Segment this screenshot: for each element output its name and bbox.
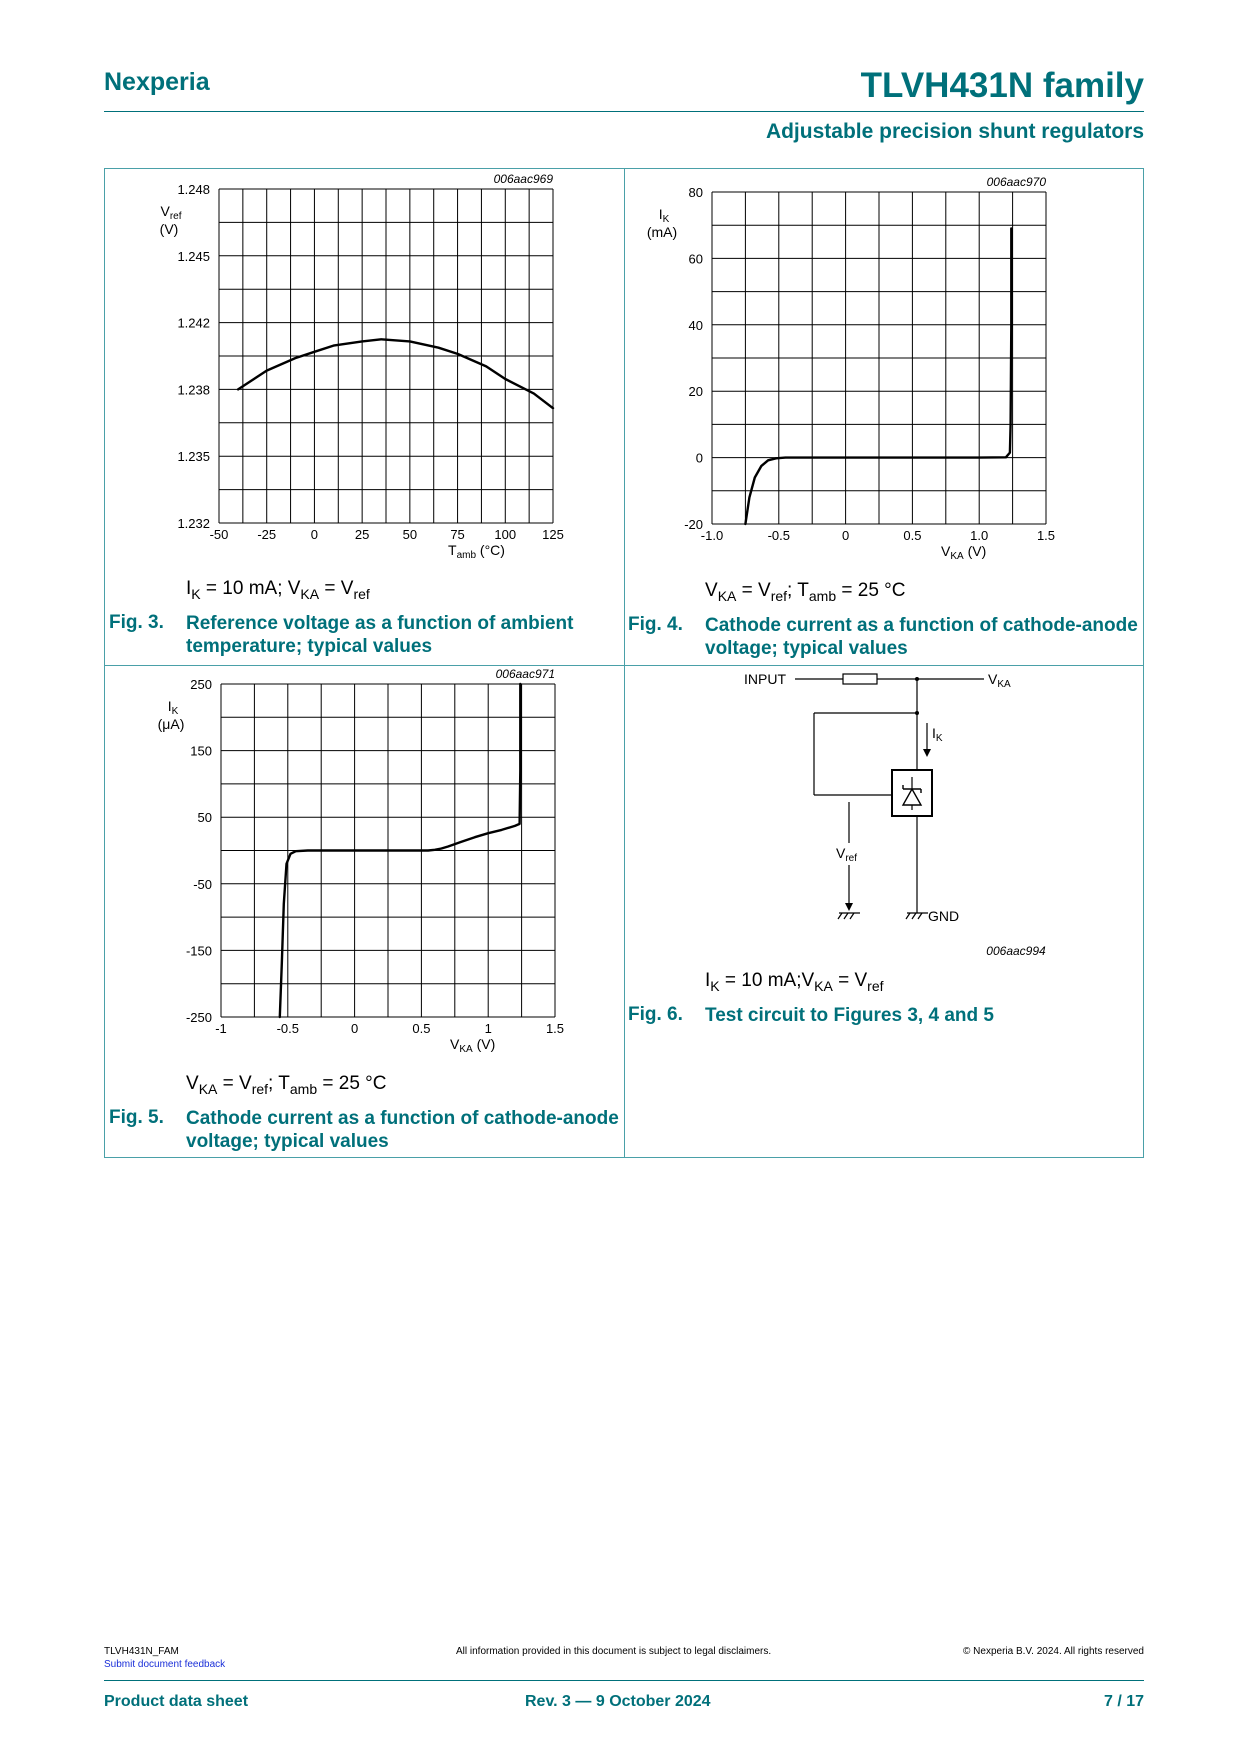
fig5-y-tick-label: -250 — [185, 1010, 212, 1025]
fig4-x-tick-label: 1.0 — [970, 528, 989, 543]
fig5-x-tick-label: 0 — [350, 1021, 359, 1036]
fig4-chart — [624, 168, 1144, 578]
fig5-code: 006aac971 — [495, 667, 555, 681]
fig6-caption: Test circuit to Figures 3, 4 and 5 — [705, 1005, 994, 1026]
footer-divider — [104, 1680, 1144, 1681]
fig3-y-tick-label: 1.242 — [177, 315, 210, 331]
fig3-x-tick-label: 25 — [354, 527, 370, 542]
footer-legal: All information provided in this document is subject to legal disclaimers. — [456, 1646, 772, 1657]
fig3-x-axis-label: $T_{amb}$ (°C) — [448, 542, 505, 561]
footer-doc-type: Product data sheet — [104, 1693, 249, 1710]
fig3-x-tick-label: 0 — [310, 527, 319, 542]
fig3-x-tick-label: 50 — [402, 527, 418, 542]
circuit-gnd-label: GND — [928, 908, 960, 924]
fig3-x-tick-label: -50 — [209, 527, 229, 542]
fig4-y-tick-label: -20 — [684, 517, 703, 532]
fig5-y-tick-label: -150 — [185, 943, 212, 959]
header-divider — [104, 111, 1144, 112]
fig4-x-tick-label: 0.5 — [903, 528, 922, 543]
fig3-x-tick-label: 125 — [542, 527, 564, 542]
fig4-y-axis-unit: (mA) — [646, 224, 678, 240]
circuit-input-label: INPUT — [744, 671, 786, 687]
fig3-code: 006aac969 — [493, 172, 553, 186]
fig4-x-tick-label: -0.5 — [767, 528, 791, 543]
fig3-x-tick-label: 75 — [450, 527, 465, 542]
fig3-x-tick-label: 100 — [494, 527, 517, 542]
document-subtitle: Adjustable precision shunt regulators — [765, 120, 1144, 143]
footer-copyright: © Nexperia B.V. 2024. All rights reserved — [963, 1646, 1144, 1657]
fig4-number: Fig. 4. — [628, 614, 683, 635]
fig4-x-tick-label: -1.0 — [700, 528, 724, 543]
footer-doc-id: TLVH431N_FAM — [104, 1646, 179, 1657]
fig5-y-tick-label: 250 — [190, 677, 212, 692]
fig3-grid — [219, 189, 553, 523]
fig4-x-axis-label: $V_{KA}$ (V) — [941, 543, 987, 562]
fig4-y-tick-label: 60 — [688, 251, 703, 267]
fig3-chart — [104, 168, 624, 578]
fig5-x-tick-label: -0.5 — [276, 1021, 300, 1036]
footer-page-number: 7 / 17 — [1103, 1693, 1144, 1710]
fig4-y-axis-label: $I_K$ — [658, 206, 670, 225]
fig4-y-tick-label: 0 — [695, 450, 703, 466]
fig6-code: 006aac994 — [986, 944, 1046, 958]
fig5-x-axis-label: $V_{KA}$ (V) — [450, 1036, 496, 1055]
fig3-caption: Reference voltage as a function of ambient temperature; typical values — [186, 613, 574, 657]
svg-text:VKA: $V_{KA}$ — [988, 671, 1011, 690]
fig3-y-tick-label: 1.238 — [177, 382, 210, 398]
fig4-y-tick-label: 20 — [688, 384, 703, 400]
fig4-y-tick-label: 80 — [688, 185, 703, 200]
fig4-y-tick-label: 40 — [688, 317, 703, 333]
fig3-condition: $I_K = 10$ mA; $V_{KA} = V_{ref}$ — [186, 578, 370, 602]
fig3-y-tick-label: 1.232 — [177, 516, 210, 531]
fig4-grid — [712, 192, 1046, 524]
fig5-chart — [104, 665, 624, 1075]
fig5-y-tick-label: 150 — [190, 743, 212, 759]
fig5-y-tick-label: -50 — [193, 876, 212, 892]
footer-revision: Rev. 3 — 9 October 2024 — [525, 1693, 711, 1710]
fig4-x-tick-label: 0 — [841, 528, 850, 543]
fig5-caption: Cathode current as a function of cathode-anode voltage; typical values — [186, 1108, 619, 1152]
fig5-y-axis-label: $I_K$ — [167, 698, 179, 717]
fig3-y-tick-label: 1.245 — [177, 248, 210, 264]
fig3-y-tick-label: 1.248 — [177, 182, 210, 197]
fig6-test-circuit — [624, 665, 1144, 965]
fig5-condition: $V_{KA} = V_{ref}$; $T_{amb} = 25$ °C — [186, 1073, 387, 1097]
fig5-x-tick-label: 1.5 — [545, 1021, 565, 1036]
fig6-condition: $I_K = 10$ $mA;V_{KA} = V_{ref}$ — [705, 970, 884, 994]
fig4-caption: Cathode current as a function of cathode-anode voltage; typical values — [705, 615, 1138, 659]
fig5-x-tick-label: -1 — [215, 1021, 227, 1036]
fig5-x-tick-label: 0.5 — [412, 1021, 431, 1036]
fig4-condition: $V_{KA} = V_{ref}$; $T_{amb} = 25$ °C — [705, 580, 906, 604]
fig4-x-tick-label: 1.5 — [1036, 528, 1056, 543]
svg-text:Vref: $V_{ref}$ — [836, 845, 858, 864]
document-title: TLVH431N family — [860, 66, 1144, 105]
fig5-y-tick-label: 50 — [197, 810, 212, 826]
fig6-number: Fig. 6. — [628, 1004, 683, 1025]
svg-text:IK: $I_K$ — [932, 725, 943, 744]
feedback-link[interactable]: Submit document feedback — [104, 1659, 226, 1670]
fig5-y-axis-unit: (μA) — [157, 716, 185, 732]
fig5-x-tick-label: 1 — [484, 1021, 492, 1036]
fig4-series-line — [745, 229, 1011, 525]
fig3-x-tick-label: -25 — [257, 527, 277, 542]
fig3-y-axis-label: $V_{ref}$ — [160, 203, 182, 222]
fig4-code: 006aac970 — [986, 175, 1046, 189]
brand-logo-text: Nexperia — [104, 68, 210, 96]
fig5-number: Fig. 5. — [109, 1107, 164, 1128]
fig3-y-tick-label: 1.235 — [177, 449, 210, 465]
fig3-y-axis-unit: (V) — [159, 221, 179, 237]
fig3-number: Fig. 3. — [109, 612, 164, 633]
